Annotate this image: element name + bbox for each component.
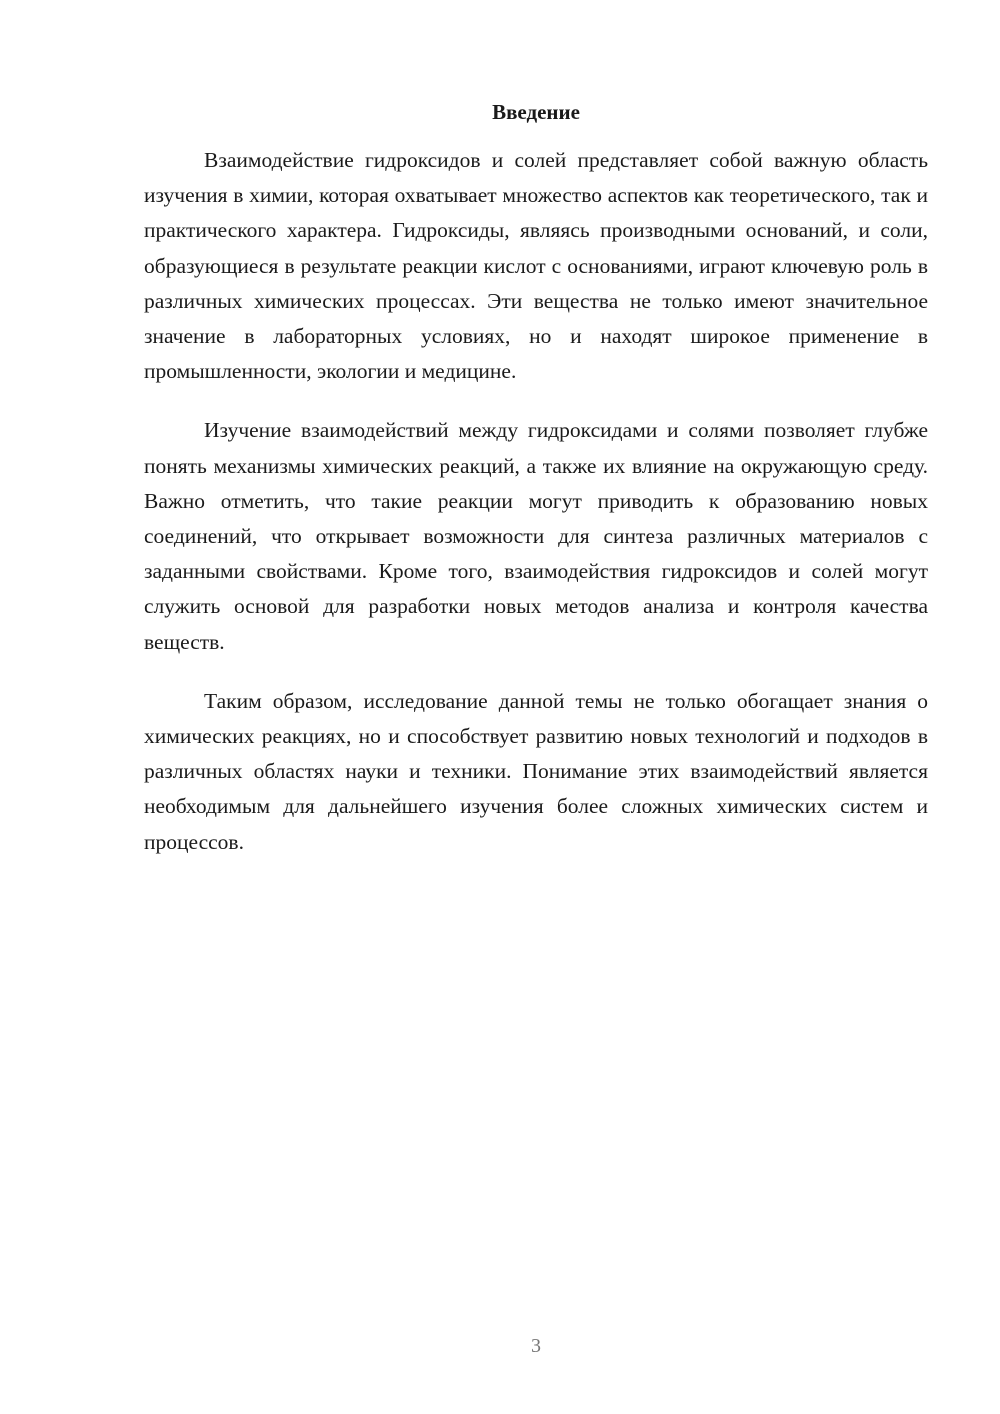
section-heading: Введение [492,100,580,124]
paragraph-3: Таким образом, исследование данной темы не только обогащает знания о химических реакциях, но и способствует развитию новых технологий и подходов в различных областях науки и техники. Понимание этих взаимодействий является необходимым для дальнейшего изучения более сложных химических систем и процессов. [144,688,928,854]
paragraph-1: Взаимодействие гидроксидов и солей представляет собой важную область изучения в химии, которая охватывает множество аспектов как теоретического, так и практического характера. Гидроксиды, являясь производными оснований, и соли, образующиеся в результате реакции кислот с основаниями, играют ключевую роль в различных химических процессах. Эти вещества не только имеют значительное значение в лабораторных условиях, но и находят широкое применение в промышленности, экологии и медицине. [144,148,928,384]
page-number: 3 [531,1335,541,1357]
body-text [144,143,928,884]
paragraph-2: Изучение взаимодействий между гидроксидами и солями позволяет глубже понять механизмы химических реакций, а также их влияние на окружающую среду. Важно отметить, что такие реакции могут приводить к образованию новых соединений, что открывает возможности для синтеза различных материалов с заданными свойствами. Кроме того, взаимодействия гидроксидов и солей могут служить основой для разработки новых методов анализа и контроля качества веществ. [144,418,928,654]
